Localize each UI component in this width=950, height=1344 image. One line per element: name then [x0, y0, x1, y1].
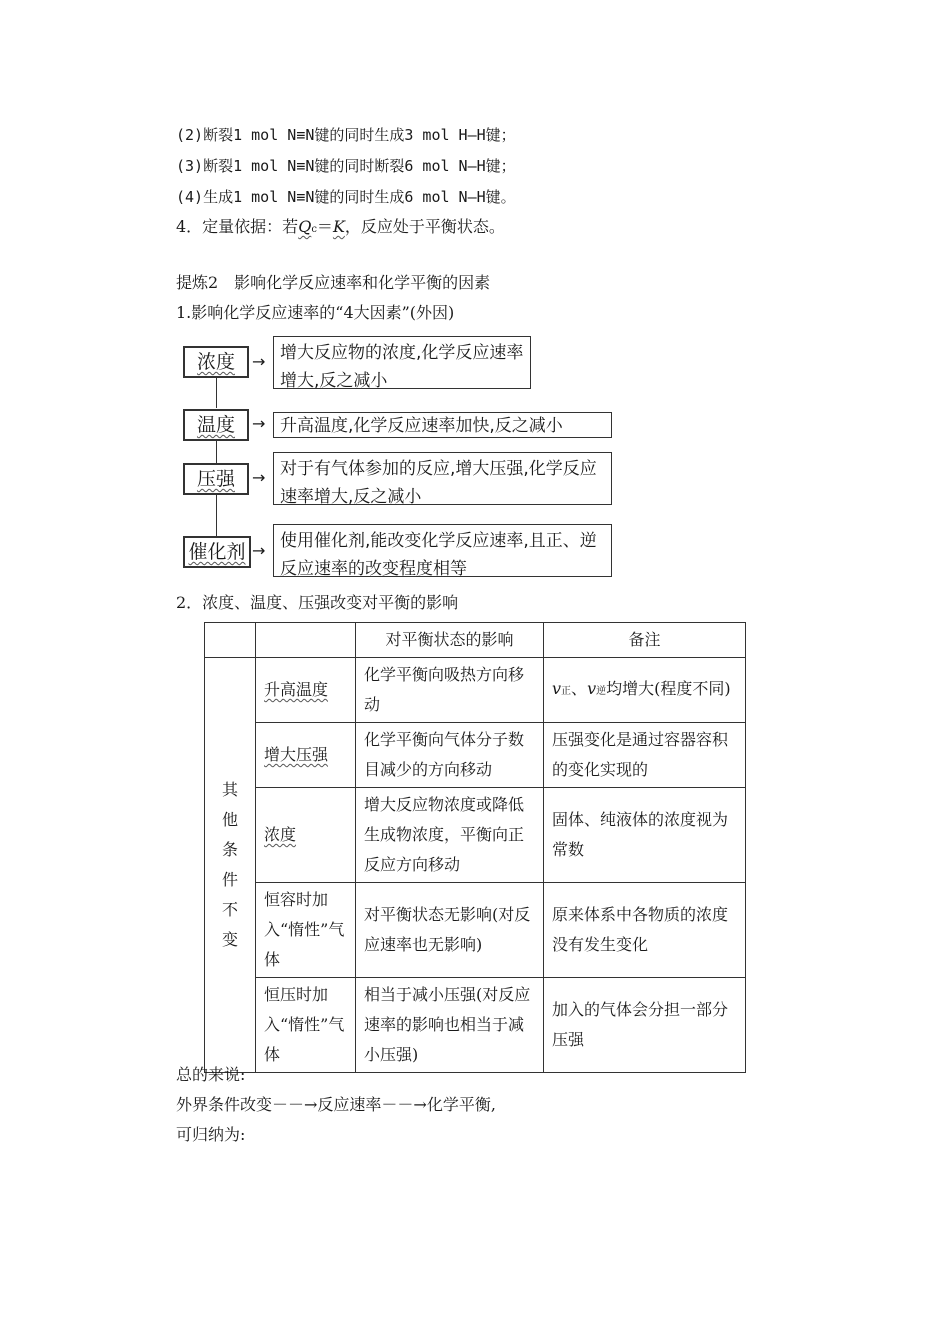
- equilibrium-table: [204, 622, 746, 1073]
- condition-cell: 浓度: [256, 788, 356, 883]
- factor-desc-concentration: 增大反应物的浓度,化学反应速率增大,反之减小: [273, 336, 531, 389]
- summary-line-3: 可归纳为:: [176, 1125, 246, 1144]
- table-row: [205, 723, 746, 788]
- table-row: [205, 883, 746, 978]
- condition-line-4: (4)生成1 mol N≡N键的同时生成6 mol N—H键。: [176, 188, 516, 206]
- condition-cell: 恒容时加入“惰性”气体: [256, 883, 356, 978]
- condition-cell: 恒压时加入“惰性”气体: [256, 978, 356, 1073]
- table-header-effect: 对平衡状态的影响: [356, 623, 544, 658]
- note-cell: 固体、纯液体的浓度视为常数: [544, 788, 746, 883]
- summary-line-2: 外界条件改变－－→反应速率－－→化学平衡,: [176, 1095, 496, 1114]
- table-row: [205, 978, 746, 1073]
- equilibrium-subtitle: 2．浓度、温度、压强改变对平衡的影响: [176, 593, 459, 612]
- table-row: [205, 788, 746, 883]
- quantitative-prefix: 4．定量依据：若: [176, 217, 299, 236]
- effect-cell: 对平衡状态无影响(对反应速率也无影响): [356, 883, 544, 978]
- q-symbol: Q: [298, 217, 312, 236]
- table-header-row: [205, 623, 746, 658]
- table-row: [205, 658, 746, 723]
- arrow-icon: →: [252, 352, 266, 371]
- condition-cell: 升高温度: [256, 658, 356, 723]
- summary-line-1: 总的来说:: [176, 1065, 246, 1084]
- condition-cell: 增大压强: [256, 723, 356, 788]
- note-cell: 加入的气体会分担一部分压强: [544, 978, 746, 1073]
- note-cell: 原来体系中各物质的浓度没有发生变化: [544, 883, 746, 978]
- effect-cell: 相当于减小压强(对反应速率的影响也相当于减小压强): [356, 978, 544, 1073]
- k-symbol: K: [332, 217, 345, 236]
- table-header-empty: [205, 623, 256, 658]
- condition-line-3: (3)断裂1 mol N≡N键的同时断裂6 mol N—H键；: [176, 157, 516, 175]
- q-subscript: c: [311, 224, 317, 235]
- factor-box-pressure: 压强: [183, 463, 249, 495]
- arrow-icon: →: [252, 414, 266, 433]
- arrow-icon: →: [252, 468, 266, 487]
- table-header-note: 备注: [544, 623, 746, 658]
- section-title: 提炼2 影响化学反应速率和化学平衡的因素: [176, 273, 491, 292]
- quantitative-basis-line: [176, 216, 505, 241]
- factor-desc-catalyst: 使用催化剂,能改变化学反应速率,且正、逆反应速率的改变程度相等: [273, 524, 612, 577]
- arrow-icon: →: [252, 541, 266, 560]
- note-cell: v正、v逆均增大(程度不同): [544, 658, 746, 723]
- factor-box-catalyst: 催化剂: [183, 536, 251, 568]
- table-header-empty: [256, 623, 356, 658]
- effect-cell: 化学平衡向吸热方向移动: [356, 658, 544, 723]
- factor-desc-temperature: 升高温度,化学反应速率加快,反之减小: [273, 412, 612, 438]
- equals-sign: ＝: [316, 217, 333, 236]
- factors-subtitle: 1.影响化学反应速率的“4大因素”(外因): [176, 303, 455, 322]
- connector-line: [216, 495, 217, 537]
- connector-line: [216, 378, 217, 408]
- quantitative-suffix: ，反应处于平衡状态。: [344, 217, 505, 236]
- connector-line: [216, 441, 217, 463]
- effect-cell: 增大反应物浓度或降低生成物浓度，平衡向正反应方向移动: [356, 788, 544, 883]
- factor-box-concentration: 浓度: [183, 346, 249, 378]
- condition-line-2: (2)断裂1 mol N≡N键的同时生成3 mol H—H键；: [176, 126, 516, 144]
- factor-box-temperature: 温度: [183, 409, 249, 441]
- factor-desc-pressure: 对于有气体参加的反应,增大压强,化学反应速率增大,反之减小: [273, 452, 612, 505]
- note-cell: 压强变化是通过容器容积的变化实现的: [544, 723, 746, 788]
- group-label-cell: 其 他 条 件 不 变: [205, 658, 256, 1073]
- effect-cell: 化学平衡向气体分子数目减少的方向移动: [356, 723, 544, 788]
